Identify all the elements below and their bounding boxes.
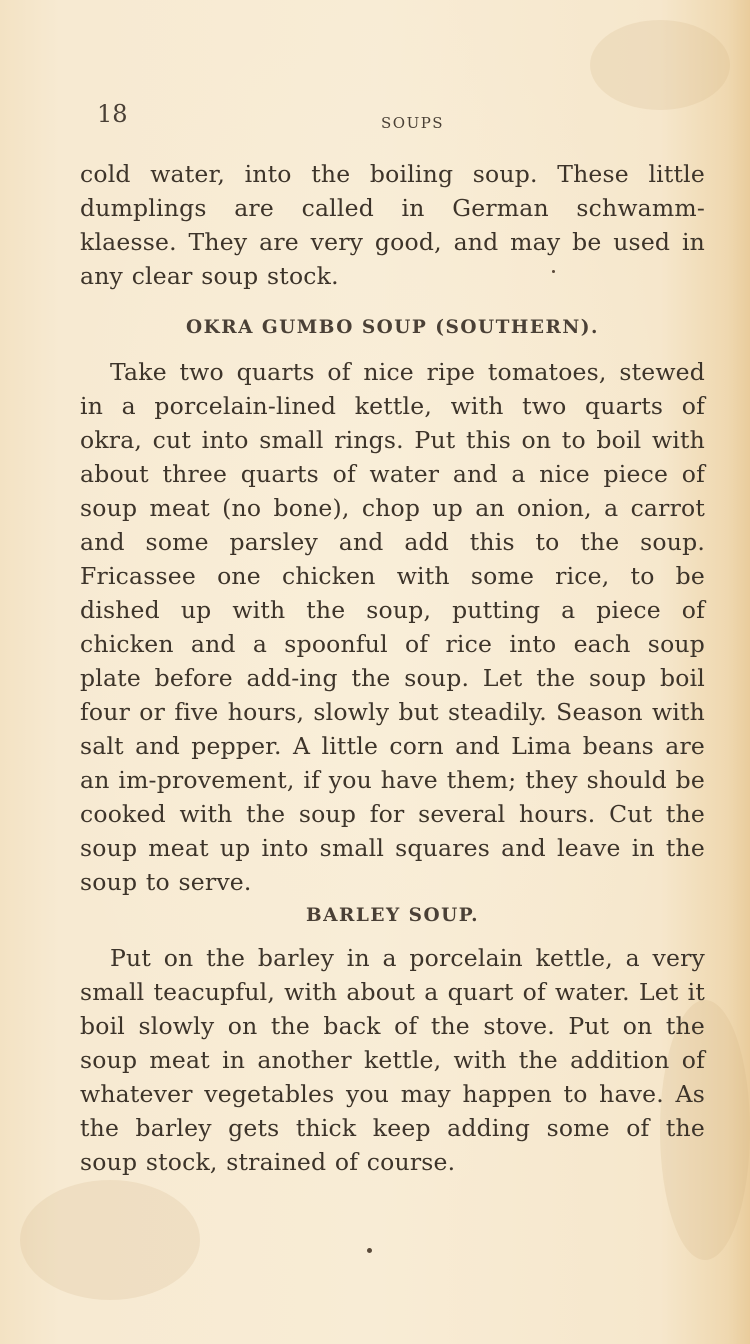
ink-speck — [552, 270, 555, 273]
intro-paragraph: cold water, into the boiling soup. These little dumplings are called in German schwamm-klaesse. They are very good, and may be used in any clear soup stock. — [80, 160, 705, 290]
section-title-barley-soup: BARLEY SOUP. — [305, 905, 480, 926]
section-text-barley-soup: Put on the barley in a porcelain kettle, a very small teacupful, with about a quart of water. Let it boil slowly on the back of the stove. Put on the soup meat in another kettle, with the addition of whatever vegetables you may happen to have. As the barley gets thick keep adding some of the soup stock, strained of course. — [80, 944, 705, 1176]
paper-stain — [20, 1180, 200, 1300]
paper-stain — [590, 20, 730, 110]
section-title-okra-gumbo: OKRA GUMBO SOUP (SOUTHERN). — [186, 317, 599, 338]
page-number: 18 — [97, 100, 128, 128]
page-header — [97, 100, 637, 140]
section-text-okra-gumbo: Take two quarts of nice ripe tomatoes, stewed in a porcelain-lined kettle, with two quarts of okra, cut into small rings. Put this on to boil with about three quarts of water and a nice piece of soup meat (no bone), chop up an onion, a carrot and some parsley and add this to the soup. Fricassee one chicken with some rice, to be dished up with the soup, putting a piece of chicken and a spoonful of rice into each soup plate before add-ing the soup. Let the soup boil four or five hours, slowly but steadily. Season with salt and pepper. A little corn and Lima beans are an im-provement, if you have them; they should be cooked with the soup for several hours. Cut the soup meat up into small squares and leave in the soup to serve. — [80, 358, 705, 896]
running-head: SOUPS — [381, 114, 445, 132]
ink-speck — [367, 1248, 372, 1253]
page-body — [80, 157, 705, 1179]
